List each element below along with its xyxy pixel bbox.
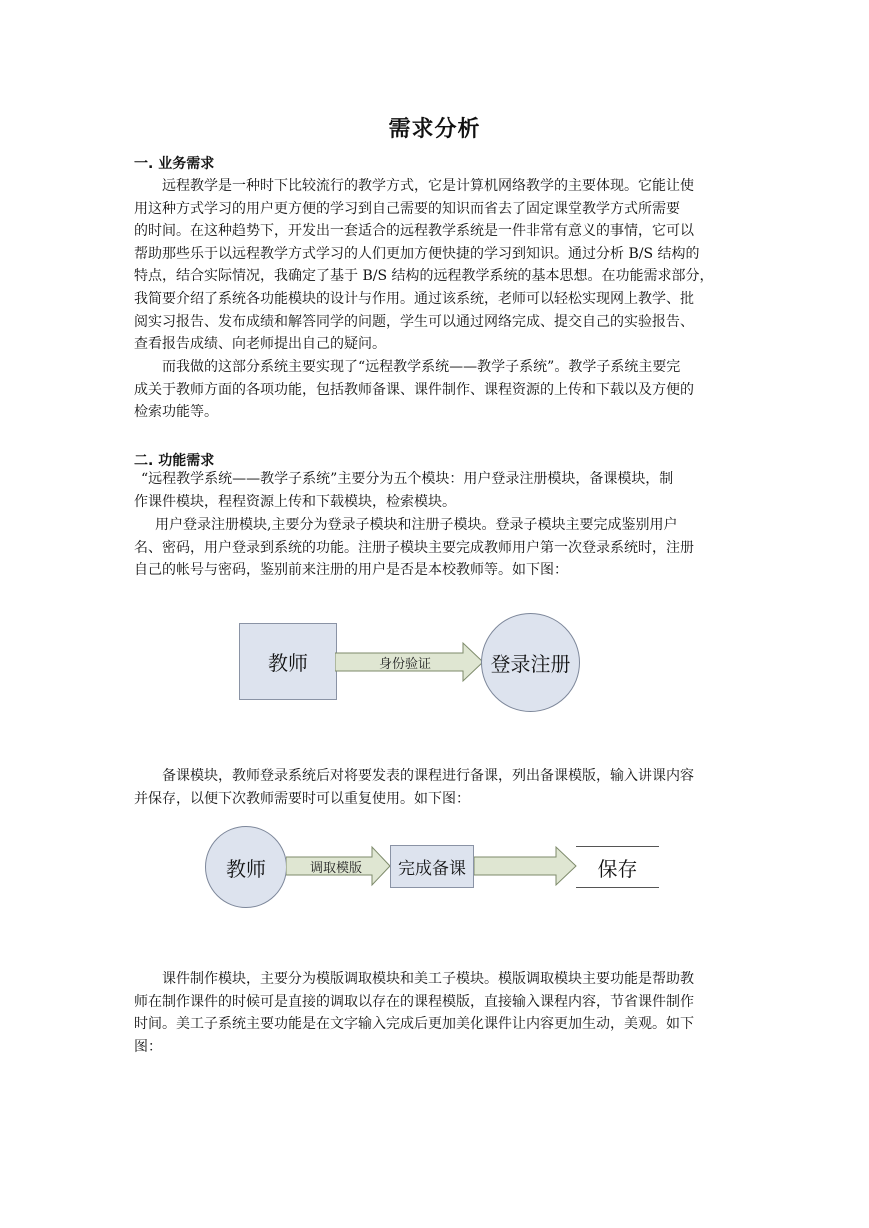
text-line: 检索功能等。 <box>134 404 218 421</box>
text-line: 的时间。在这种趋势下，开发出一套适合的远程教学系统是一件非常有意义的事情，它可以 <box>134 223 694 240</box>
text-line: 远程教学是一种时下比较流行的教学方式，它是计算机网络教学的主要体现。它能让使 <box>162 178 694 194</box>
text-line: 阅实习报告、发布成绩和解答同学的问题，学生可以通过网络完成、提交自己的实验报告、 <box>134 313 694 330</box>
page-title: 需求分析 <box>388 117 481 142</box>
paragraph-courseware-module <box>134 968 737 1058</box>
text-line: 备课模块，教师登录系统后对将要发表的课程进行备课，列出备课模版，输入讲课内容 <box>162 768 694 784</box>
text-line: 成关于教师方面的各项功能，包括教师备课、课件制作、课程资源的上传和下载以及方便的 <box>134 381 694 398</box>
fetch-template-label: 调取模版 <box>310 861 363 876</box>
teacher-box: 教师 <box>239 623 337 700</box>
save-arrow <box>474 845 578 887</box>
text-line: 自己的帐号与密码，鉴别前来注册的用户是否是本校教师等。如下图： <box>134 562 568 579</box>
text-line: 并保存，以便下次教师需要时可以重复使用。如下图： <box>134 790 470 807</box>
text-line: 帮助那些乐于以远程教学方式学习的人们更加方便快捷的学习到知识。通过分析 B/S 结构的 <box>134 245 700 262</box>
text-line: 我简要介绍了系统各功能模块的设计与作用。通过该系统，老师可以轻松实现网上教学、批 <box>134 290 694 307</box>
save-datastore: 保存 <box>576 846 659 888</box>
text-line: 名、密码，用户登录到系统的功能。注册子模块主要完成教师用户第一次登录系统时，注册 <box>134 539 694 556</box>
teacher-circle: 教师 <box>205 826 287 908</box>
paragraph-login-module <box>134 514 737 582</box>
text-line: 课件制作模块，主要分为模版调取模块和美工子模块。模版调取模块主要功能是帮助教 <box>162 971 694 987</box>
paragraph-business-scope <box>134 356 737 424</box>
text-line: 师在制作课件的时候可是直接的调取以存在的课程模版，直接输入课程内容，节省课件制作 <box>134 993 694 1010</box>
text-line: 用户登录注册模块,主要分为登录子模块和注册子模块。登录子模块主要完成鉴别用户 <box>155 517 678 533</box>
text-line: “远程教学系统——教学子系统”主要分为五个模块：用户登录注册模块，备课模块，制 <box>141 471 674 487</box>
text-line: 而我做的这部分系统主要实现了“远程教学系统——教学子系统”。教学子系统主要完 <box>162 359 681 375</box>
paragraph-lesson-prep <box>134 765 737 810</box>
paragraph-modules-overview <box>134 468 737 513</box>
text-line: 作课件模块，程程资源上传和下载模块，检索模块。 <box>134 493 456 510</box>
login-register-circle: 登录注册 <box>481 613 580 712</box>
text-line: 图： <box>134 1038 162 1055</box>
finish-prep-box: 完成备课 <box>390 845 474 888</box>
paragraph-business-intro <box>134 175 737 356</box>
text-line: 时间。美工子系统主要功能是在文字输入完成后更加美化课件让内容更加生动，美观。如下 <box>134 1016 694 1033</box>
text-line: 查看报告成绩、向老师提出自己的疑问。 <box>134 336 386 353</box>
text-line: 特点，结合实际情况，我确定了基于 B/S 结构的远程教学系统的基本思想。在功能需求部分， <box>134 268 714 285</box>
section-heading-business: 一. 业务需求 <box>134 156 215 172</box>
identity-verify-label: 身份验证 <box>379 657 432 672</box>
section-heading-functional: 二. 功能需求 <box>134 453 215 469</box>
text-line: 用这种方式学习的用户更方便的学习到自己需要的知识而省去了固定课堂教学方式所需要 <box>134 200 680 217</box>
